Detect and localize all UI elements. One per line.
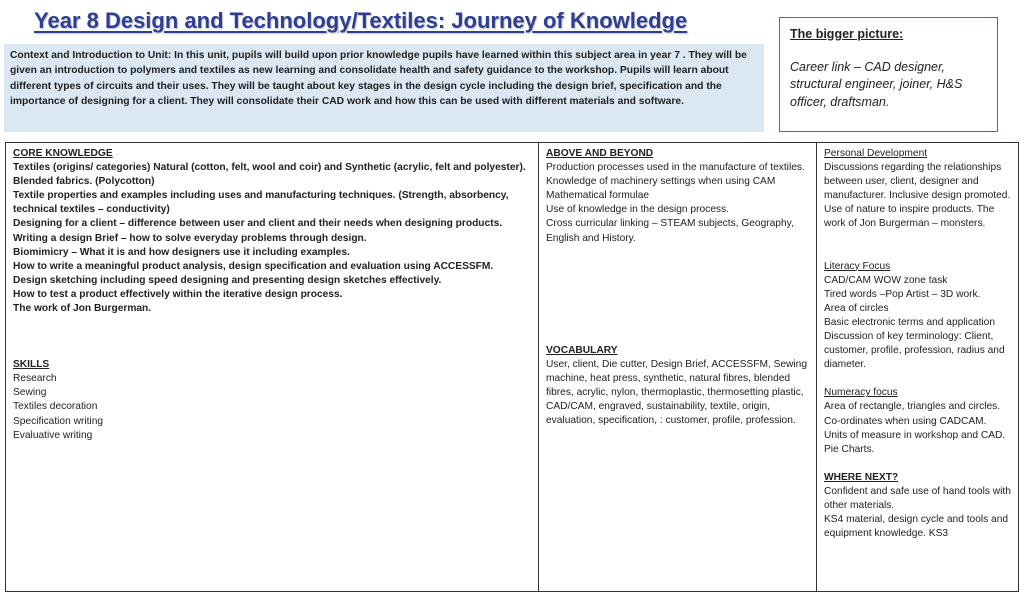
- numeracy-heading: Numeracy focus: [824, 387, 898, 399]
- above-beyond-item: Use of knowledge in the design process.: [546, 204, 729, 216]
- core-knowledge-item: Biomimicry – What it is and how designers use it including examples.: [13, 246, 350, 258]
- numeracy-item: Units of measure in workshop and CAD. Pie Charts.: [824, 429, 1006, 455]
- development-column: [817, 143, 1018, 591]
- core-knowledge-item: Writing a design Brief – how to solve everyday problems through design.: [13, 232, 367, 244]
- where-next-item: Confident and safe use of hand tools with other materials.: [824, 485, 1011, 511]
- core-knowledge-column: [6, 143, 539, 591]
- skills-item: Research: [13, 373, 57, 385]
- above-beyond-item: Production processes used in the manufacture of textiles.: [546, 162, 805, 174]
- above-beyond-item: Cross curricular linking – STEAM subjects, Geography, English and History.: [546, 218, 794, 244]
- above-beyond-heading: ABOVE AND BEYOND: [546, 148, 654, 159]
- where-next-heading: WHERE NEXT?: [824, 471, 899, 483]
- core-knowledge-item: Design sketching including speed designing and presenting design sketches effectively.: [13, 274, 442, 286]
- personal-development-text: Discussions regarding the relationships between user, client, designer and manufacturer. Inclusive design promoted. Use of nature to inspire products. The work of Jon Burgerman – monsters.: [824, 162, 1011, 230]
- vocabulary-heading: VOCABULARY: [546, 344, 618, 356]
- literacy-heading: Literacy Focus: [824, 260, 891, 272]
- core-knowledge-item: Textile properties and examples including uses and manufacturing techniques. (Strength, absorbency, technical textiles – conductivity): [13, 190, 509, 216]
- where-next-item: KS4 material, design cycle and tools and equipment knowledge. KS3: [824, 514, 1009, 540]
- core-knowledge-heading: CORE KNOWLEDGE: [13, 148, 113, 159]
- core-knowledge-item: Designing for a client – difference between user and client and their needs when designing products.: [13, 218, 503, 230]
- bigger-picture-text: Career link – CAD designer, structural engineer, joiner, H&S officer, draftsman.: [790, 59, 963, 109]
- literacy-item: Area of circles: [824, 302, 889, 314]
- knowledge-grid: [5, 142, 1019, 592]
- above-beyond-item: Mathematical formulae: [546, 190, 650, 202]
- context-box: Context and Introduction to Unit: In this unit, pupils will build upon prior knowledge pupils have learned within this subject area in year 7 . They will be given an introduction to polymers and textiles as new learning and consolidate health and safety guidance to the workshop. Pupils will learn about different types of circuits and their uses. They will be taught about key stages in the design cycle including the design brief, specification and the importance of designing for a client. They will consolidate their CAD work and how this can be used with different materials and software.: [4, 44, 764, 132]
- skills-item: Sewing: [13, 387, 47, 399]
- literacy-item: Discussion of key terminology: Client, customer, profile, profession, radius and diameter.: [824, 331, 1005, 371]
- personal-development-heading: Personal Development: [824, 148, 928, 159]
- literacy-item: Basic electronic terms and application: [824, 316, 996, 328]
- numeracy-item: Co-ordinates when using CADCAM.: [824, 415, 987, 427]
- skills-item: Specification writing: [13, 415, 104, 427]
- above-beyond-item: Knowledge of machinery settings when using CAM: [546, 176, 776, 188]
- skills-heading: SKILLS: [13, 359, 50, 371]
- literacy-item: Tired words –Pop Artist – 3D work.: [824, 288, 981, 300]
- above-beyond-column: [539, 143, 817, 591]
- core-knowledge-item: How to write a meaningful product analysis, design specification and evaluation using ACCESSFM.: [13, 260, 494, 272]
- skills-item: Textiles decoration: [13, 401, 98, 413]
- literacy-item: CAD/CAM WOW zone task: [824, 274, 948, 286]
- core-knowledge-item: How to test a product effectively within the iterative design process.: [13, 288, 343, 300]
- skills-item: Evaluative writing: [13, 429, 93, 441]
- vocabulary-text: User, client, Die cutter, Design Brief, ACCESSFM, Sewing machine, heat press, synthetic, natural fibres, blended fibres, acrylic, nylon, thermoplastic, thermosetting plastic, CAD/CAM, engraved, sustainability, textile, origin, evaluation, specification, : customer, profile, profession.: [546, 358, 808, 427]
- bigger-picture-heading: The bigger picture:: [790, 27, 904, 41]
- bigger-picture-box: [779, 17, 998, 132]
- core-knowledge-item: Textiles (origins/ categories) Natural (cotton, felt, wool and coir) and Synthetic (acrylic, felt and polyester). Blended fabrics. (Polycotton): [13, 162, 526, 188]
- core-knowledge-item: The work of Jon Burgerman.: [13, 303, 152, 315]
- page-title: Year 8 Design and Technology/Textiles: Journey of Knowledge: [34, 8, 688, 33]
- numeracy-item: Area of rectangle, triangles and circles.: [824, 401, 1001, 413]
